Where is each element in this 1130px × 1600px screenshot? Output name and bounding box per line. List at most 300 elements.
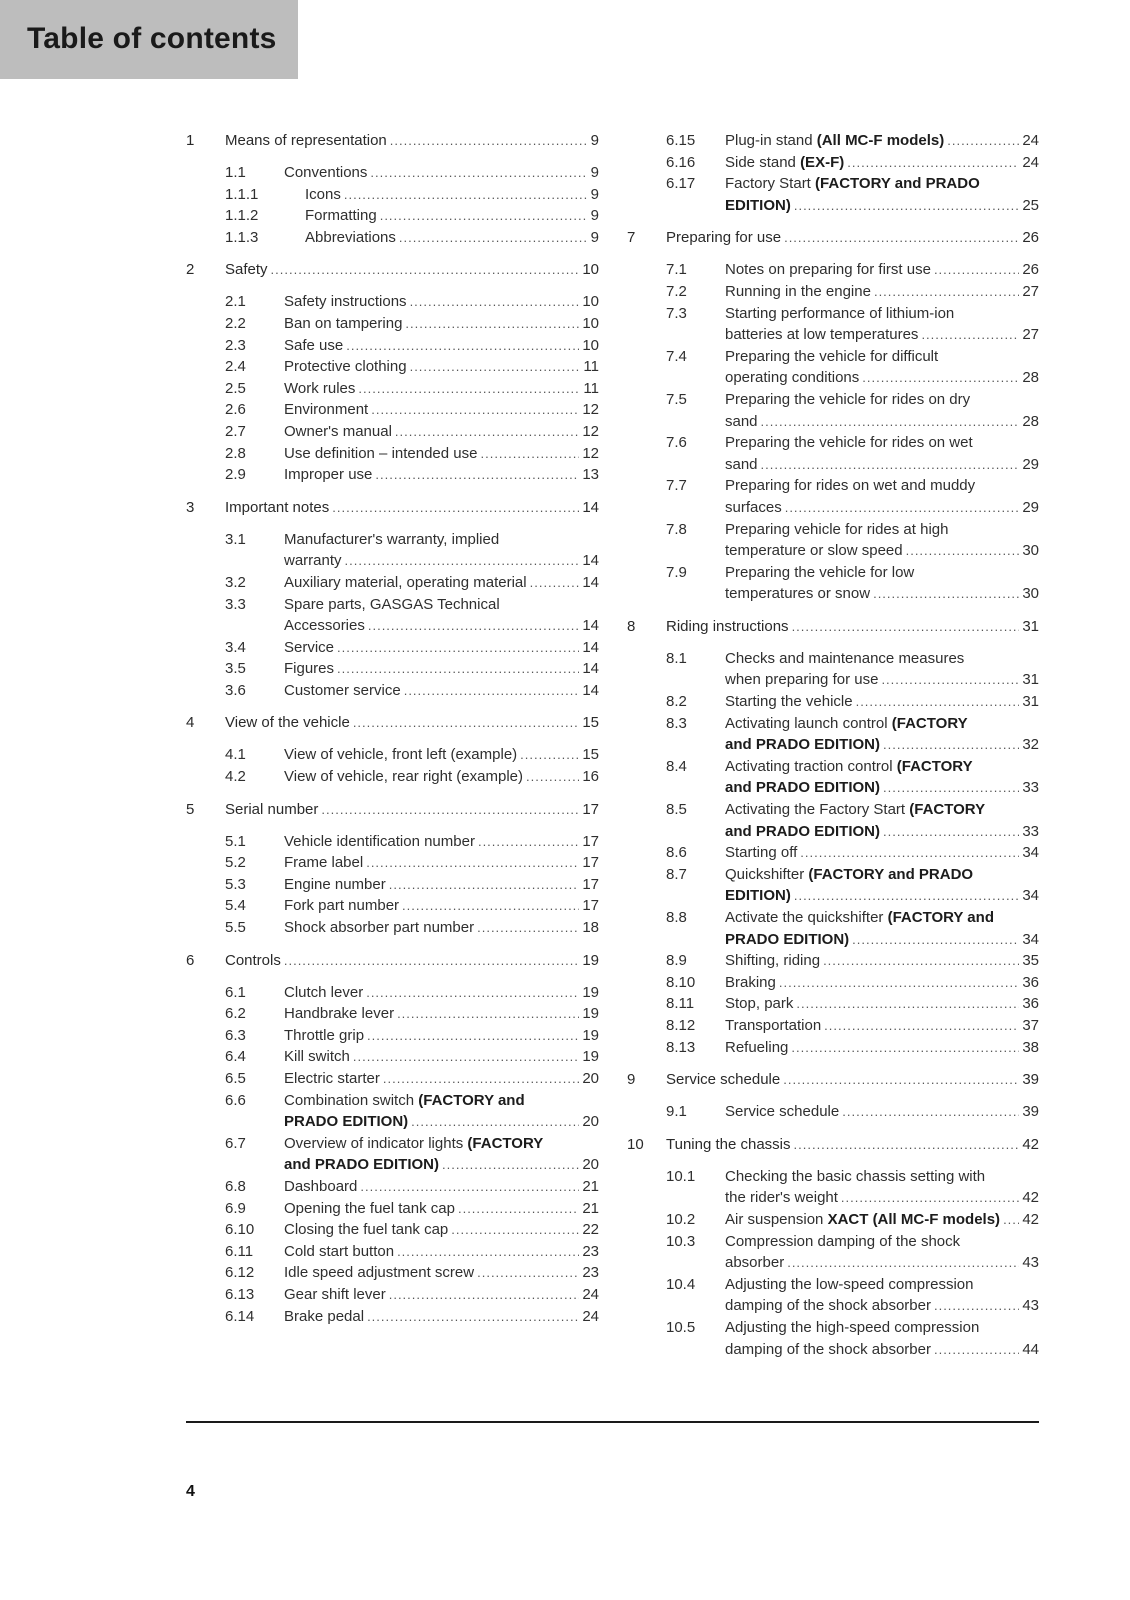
toc-entry-number: 7.4 [666,347,687,365]
toc-entry-title: Throttle grip [284,1026,365,1044]
toc-page-number: 27 [1022,326,1039,344]
toc-chapter-entry[interactable] [186,259,599,281]
toc-section-entry[interactable] [627,281,1039,303]
toc-entry-number: 8.2 [666,693,687,711]
toc-entry-number: 6.5 [225,1070,246,1087]
toc-entry-number: 6.13 [225,1285,255,1303]
toc-entry-number: 6.9 [225,1199,246,1217]
toc-dot-leader [383,1068,579,1090]
toc-section-entry[interactable] [627,1274,1039,1317]
toc-entry-number: 8.6 [666,844,687,862]
toc-dot-leader [934,259,1019,281]
toc-entry-number: 7 [627,229,636,247]
toc-entry-number: 6.3 [225,1026,246,1044]
toc-entry-number: 3.5 [225,660,246,678]
toc-chapter-entry[interactable] [186,799,599,821]
toc-dot-leader [404,680,580,702]
toc-page-number: 12 [582,444,599,462]
toc-entry-title: Idle speed adjustment screw [284,1264,475,1282]
toc-section-entry[interactable] [186,1306,599,1328]
toc-section-entry[interactable] [186,594,599,637]
toc-section-entry[interactable] [627,993,1039,1015]
toc-page-number: 14 [582,638,599,656]
toc-section-entry[interactable] [627,1015,1039,1037]
toc-entry-title: Improper use [284,466,373,484]
toc-entry-title: Factory Start (FACTORY and PRADO [725,175,980,193]
toc-dot-leader [411,1111,579,1133]
toc-entry-title: temperature or slow speed [725,542,903,560]
toc-right-column [627,130,1039,1360]
toc-entry-number: 8.1 [666,649,687,667]
toc-dot-leader [477,917,579,939]
toc-entry-number: 7.1 [666,261,687,279]
toc-dot-leader [344,184,588,206]
toc-entry-number: 8.10 [666,973,696,991]
toc-section-entry[interactable] [627,1037,1039,1059]
toc-section-entry[interactable] [186,399,599,421]
toc-dot-leader [346,335,579,357]
toc-entry-title: Cold start button [284,1242,395,1260]
toc-dot-leader [823,950,1019,972]
toc-dot-leader [847,152,1019,174]
toc-chapter-entry[interactable] [186,712,599,734]
toc-entry-title: Preparing the vehicle for difficult [725,347,939,365]
toc-chapter-entry[interactable] [627,1069,1039,1091]
toc-dot-leader [367,1025,579,1047]
toc-section-entry[interactable] [186,572,599,594]
toc-page-number: 17 [582,832,599,850]
toc-chapter-entry[interactable] [186,130,599,152]
toc-entry-title: Means of representation [225,132,387,149]
toc-page-number: 28 [1022,412,1039,430]
toc-page-number: 33 [1022,779,1039,797]
toc-page-number: 36 [1022,995,1039,1013]
toc-section-entry[interactable] [627,756,1039,799]
toc-section-entry[interactable] [186,162,599,184]
toc-section-entry[interactable] [186,1241,599,1263]
toc-entry-title: Riding instructions [666,617,789,635]
toc-entry-title: Checking the basic chassis setting with [725,1167,986,1185]
toc-entry-title: Combination switch (FACTORY and [284,1091,525,1109]
toc-section-entry[interactable] [186,1068,599,1090]
toc-section-entry[interactable] [186,1003,599,1025]
toc-page-number: 37 [1022,1016,1039,1034]
toc-section-entry[interactable] [186,421,599,443]
toc-entry-title: and PRADO EDITION) [725,822,881,840]
toc-dot-leader [337,637,579,659]
toc-dot-leader [784,227,1019,249]
toc-entry-number: 6 [186,951,195,969]
toc-entry-title: Gear shift lever [284,1285,386,1303]
footer-rule [186,1421,1039,1423]
toc-section-entry[interactable] [627,475,1039,518]
page-title: Table of contents [27,22,277,55]
toc-page-number: 10 [582,293,599,311]
toc-page-number: 30 [1022,585,1039,603]
toc-page-number: 12 [582,401,599,419]
toc-page-number: 18 [582,919,599,937]
toc-page-number: 20 [582,1156,599,1174]
toc-page-number: 31 [1022,693,1039,711]
toc-dot-leader [883,734,1019,756]
toc-entry-number: 2.1 [225,293,246,311]
toc-entry-number: 2.4 [225,358,246,376]
toc-dot-leader [480,443,579,465]
toc-section-entry[interactable] [186,313,599,335]
toc-section-entry[interactable] [186,852,599,874]
toc-dot-leader [1003,1209,1019,1231]
toc-entry-title: Icons [305,185,341,203]
toc-entry-number: 8.5 [666,801,687,819]
toc-page-number: 43 [1022,1254,1039,1272]
toc-entry-number: 2.6 [225,401,246,419]
toc-section-entry[interactable] [627,691,1039,713]
toc-section-entry[interactable] [186,1176,599,1198]
toc-page-number: 14 [582,617,599,635]
toc-entry-title: Preparing the vehicle for low [725,563,915,581]
toc-entry-title: Manufacturer's warranty, implied [284,530,500,548]
toc-page-number: 33 [1022,822,1039,840]
toc-section-entry[interactable] [627,864,1039,907]
toc-page-number: 15 [582,746,599,764]
toc-page-number: 20 [582,1113,599,1131]
toc-page-number: 43 [1022,1297,1039,1315]
toc-entry-title: Overview of indicator lights (FACTORY [284,1134,544,1152]
toc-section-entry[interactable] [186,637,599,659]
toc-section-entry[interactable] [627,346,1039,389]
toc-page-number: 17 [582,897,599,915]
toc-chapter-entry[interactable] [627,616,1039,638]
toc-entry-title: Compression damping of the shock [725,1232,961,1250]
toc-page-number: 20 [582,1070,599,1087]
toc-entry-title: Notes on preparing for first use [725,261,931,279]
toc-page-number: 23 [582,1242,599,1260]
toc-section-entry[interactable] [627,432,1039,475]
toc-entry-number: 6.4 [225,1048,246,1066]
toc-entry-number: 6.15 [666,132,696,149]
toc-section-entry[interactable] [627,842,1039,864]
toc-page-number: 42 [1022,1189,1039,1207]
toc-entry-number: 6.17 [666,175,696,193]
toc-entry-title: Ban on tampering [284,314,403,332]
toc-dot-leader [883,777,1019,799]
toc-entry-title: Handbrake lever [284,1005,395,1023]
toc-entry-title: Electric starter [284,1070,380,1087]
toc-dot-leader [842,1101,1019,1123]
toc-entry-title: Preparing for use [666,229,782,247]
toc-entry-number: 8.7 [666,865,687,883]
toc-entry-title: when preparing for use [725,671,879,689]
toc-entry-title: damping of the shock absorber [725,1340,931,1358]
toc-dot-leader [353,712,580,734]
toc-section-entry[interactable] [186,982,599,1004]
toc-entry-number: 6.12 [225,1264,255,1282]
toc-entry-title: absorber [725,1254,785,1272]
toc-dot-leader [345,550,580,572]
toc-entry-title: Work rules [284,379,356,397]
toc-entry-title: Adjusting the low-speed compression [725,1275,974,1293]
toc-section-entry[interactable] [627,1166,1039,1209]
toc-page-number: 32 [1022,736,1039,754]
toc-section-entry[interactable] [627,1231,1039,1274]
toc-page-number: 21 [582,1199,599,1217]
toc-entry-title: warranty [284,552,342,570]
toc-entry-title: Side stand (EX-F) [725,153,845,171]
toc-entry-title: Adjusting the high-speed compression [725,1318,980,1336]
toc-entry-number: 8.9 [666,952,687,970]
toc-entry-title: EDITION) [725,887,791,905]
toc-entry-title: Dashboard [284,1177,358,1195]
toc-page-number: 35 [1022,952,1039,970]
toc-page-number: 24 [582,1285,599,1303]
toc-entry-title: View of vehicle, front left (example) [284,746,518,764]
toc-section-entry[interactable] [186,356,599,378]
toc-entry-number: 2.2 [225,314,246,332]
toc-section-entry[interactable] [186,443,599,465]
toc-section-entry[interactable] [627,303,1039,346]
toc-dot-leader [934,1339,1019,1361]
toc-page-number: 31 [1022,671,1039,689]
toc-entry-number: 3.2 [225,573,246,591]
toc-entry-number: 3.1 [225,530,246,548]
toc-dot-leader [332,497,579,519]
toc-section-entry[interactable] [627,173,1039,216]
toc-entry-title: Preparing vehicle for rides at high [725,520,949,538]
toc-dot-leader [856,691,1020,713]
toc-entry-title: Vehicle identification number [284,832,475,850]
toc-entry-title: Activating launch control (FACTORY [725,714,968,732]
toc-dot-leader [389,874,580,896]
toc-entry-title: Customer service [284,681,401,699]
toc-chapter-entry[interactable] [627,227,1039,249]
toc-dot-leader [779,972,1019,994]
toc-page-number: 17 [582,875,599,893]
toc-entry-title: surfaces [725,498,782,516]
toc-page-number: 28 [1022,369,1039,387]
toc-section-entry[interactable] [186,335,599,357]
toc-section-entry[interactable] [627,562,1039,605]
toc-section-entry[interactable] [627,950,1039,972]
toc-section-entry[interactable] [627,519,1039,562]
toc-section-entry[interactable] [186,1219,599,1241]
toc-entry-number: 7.9 [666,563,687,581]
toc-section-entry[interactable] [186,529,599,572]
toc-section-entry[interactable] [186,1046,599,1068]
toc-dot-leader [874,281,1019,303]
toc-page-number: 14 [582,552,599,570]
toc-section-entry[interactable] [186,184,599,206]
toc-dot-leader [792,616,1020,638]
toc-entry-title: Environment [284,401,369,419]
toc-section-entry[interactable] [627,1101,1039,1123]
toc-entry-number: 6.7 [225,1134,246,1152]
toc-entry-number: 5.4 [225,897,246,915]
toc-page-number: 21 [582,1177,599,1195]
toc-entry-number: 8 [627,617,636,635]
toc-entry-title: Controls [225,951,281,969]
toc-page-number: 11 [583,358,599,376]
toc-section-entry[interactable] [627,713,1039,756]
toc-dot-leader [397,1241,579,1263]
toc-section-entry[interactable] [186,895,599,917]
toc-entry-title: sand [725,455,758,473]
toc-entry-number: 4 [186,714,195,732]
toc-section-entry[interactable] [186,1025,599,1047]
toc-page-number: 24 [1022,153,1039,171]
toc-entry-title: Activating the Factory Start (FACTORY [725,801,986,819]
toc-page-number: 42 [1022,1210,1039,1228]
toc-section-entry[interactable] [627,152,1039,174]
toc-section-entry[interactable] [627,259,1039,281]
toc-page-number: 11 [583,379,599,397]
toc-entry-title: Protective clothing [284,358,407,376]
toc-section-entry[interactable] [186,291,599,313]
toc-dot-leader [761,454,1020,476]
toc-dot-leader [906,540,1020,562]
toc-page-number: 10 [582,261,599,279]
toc-entry-title: Quickshifter (FACTORY and PRADO [725,865,974,883]
toc-entry-title: Clutch lever [284,983,364,1001]
toc-dot-leader [402,895,579,917]
toc-dot-leader [284,950,579,972]
toc-entry-number: 4.2 [225,768,246,786]
toc-section-entry[interactable] [186,1198,599,1220]
toc-chapter-entry[interactable] [627,1134,1039,1156]
toc-dot-leader [477,1262,579,1284]
toc-section-entry[interactable] [627,799,1039,842]
toc-dot-leader [405,313,579,335]
toc-section-entry[interactable] [186,1133,599,1176]
toc-entry-title: Activate the quickshifter (FACTORY and [725,909,994,926]
toc-entry-title: Opening the fuel tank cap [284,1199,455,1217]
toc-dot-leader [530,572,580,594]
toc-entry-number: 3.4 [225,638,246,656]
toc-entry-title: Figures [284,660,335,678]
toc-section-entry[interactable] [186,917,599,939]
toc-page-number: 29 [1022,455,1039,473]
toc-entry-number: 1.1.3 [225,228,259,246]
toc-section-entry[interactable] [186,831,599,853]
toc-dot-leader [852,929,1019,951]
toc-entry-title: temperatures or snow [725,585,871,603]
toc-page-number: 10 [582,314,599,332]
toc-section-entry[interactable] [186,874,599,896]
toc-section-entry[interactable] [186,205,599,227]
toc-dot-leader [883,821,1019,843]
toc-section-entry[interactable] [186,1262,599,1284]
toc-entry-number: 2.8 [225,444,246,462]
toc-chapter-entry[interactable] [186,950,599,972]
toc-page-number: 17 [582,800,599,818]
toc-entry-title: damping of the shock absorber [725,1297,931,1315]
toc-section-entry[interactable] [186,378,599,400]
toc-entry-number: 10.1 [666,1167,696,1185]
toc-entry-title: PRADO EDITION) [725,930,850,948]
toc-entry-title: Abbreviations [305,228,396,246]
toc-entry-number: 2.9 [225,466,246,484]
toc-entry-title: Closing the fuel tank cap [284,1221,449,1239]
toc-page-number: 9 [590,164,599,181]
toc-entry-title: Fork part number [284,897,400,915]
toc-section-entry[interactable] [627,1317,1039,1360]
toc-entry-title: sand [725,412,758,430]
toc-page-number: 22 [582,1221,599,1239]
toc-dot-leader [841,1187,1019,1209]
toc-entry-title: Frame label [284,854,364,872]
toc-page-number: 25 [1022,196,1039,214]
toc-dot-leader [395,421,579,443]
toc-section-entry[interactable] [186,766,599,788]
toc-dot-leader [761,411,1020,433]
toc-dot-leader [526,766,579,788]
toc-entry-title: Important notes [225,498,330,516]
toc-entry-title: the rider's weight [725,1189,838,1207]
toc-entry-title: Shifting, riding [725,952,821,970]
toc-dot-leader [337,658,579,680]
toc-entry-number: 5.5 [225,919,246,937]
toc-entry-title: Service schedule [666,1071,781,1089]
toc-entry-title: Tuning the chassis [666,1135,791,1153]
toc-entry-title: Preparing for rides on wet and muddy [725,477,976,495]
toc-section-entry[interactable] [627,907,1039,950]
toc-dot-leader [796,993,1019,1015]
toc-entry-number: 6.1 [225,983,246,1001]
toc-entry-number: 6.2 [225,1005,246,1023]
toc-dot-leader [881,669,1019,691]
toc-chapter-entry[interactable] [186,497,599,519]
toc-section-entry[interactable] [627,648,1039,691]
toc-dot-leader [375,464,579,486]
toc-page-number: 29 [1022,498,1039,516]
toc-entry-number: 10 [627,1135,644,1153]
toc-page-number: 13 [582,466,599,484]
toc-section-entry[interactable] [186,658,599,680]
toc-entry-number: 6.8 [225,1177,246,1195]
toc-section-entry[interactable] [627,972,1039,994]
page-number: 4 [186,1483,195,1500]
toc-dot-leader [921,324,1019,346]
toc-dot-leader [371,399,579,421]
toc-page-number: 23 [582,1264,599,1282]
toc-section-entry[interactable] [186,1090,599,1133]
toc-page-number: 36 [1022,973,1039,991]
toc-entry-number: 7.6 [666,434,687,452]
toc-section-entry[interactable] [627,130,1039,152]
toc-entry-number: 1.1.2 [225,207,259,225]
toc-entry-number: 2.3 [225,336,246,354]
toc-section-entry[interactable] [186,1284,599,1306]
toc-entry-number: 10.3 [666,1232,696,1250]
toc-entry-number: 7.7 [666,477,687,495]
toc-page-number: 15 [582,714,599,732]
toc-section-entry[interactable] [627,389,1039,432]
toc-entry-title: EDITION) [725,196,791,214]
toc-entry-title: Stop, park [725,995,794,1013]
toc-dot-leader [360,1176,579,1198]
toc-section-entry[interactable] [186,464,599,486]
toc-dot-leader [824,1015,1019,1037]
toc-section-entry[interactable] [627,1209,1039,1231]
toc-section-entry[interactable] [186,744,599,766]
toc-dot-leader [367,1306,579,1328]
toc-section-entry[interactable] [186,680,599,702]
toc-entry-title: Service [284,638,335,656]
toc-dot-leader [366,982,579,1004]
toc-page-number: 38 [1022,1038,1039,1056]
toc-page-number: 9 [590,185,599,203]
toc-page-number: 34 [1022,844,1039,862]
toc-section-entry[interactable] [186,227,599,249]
